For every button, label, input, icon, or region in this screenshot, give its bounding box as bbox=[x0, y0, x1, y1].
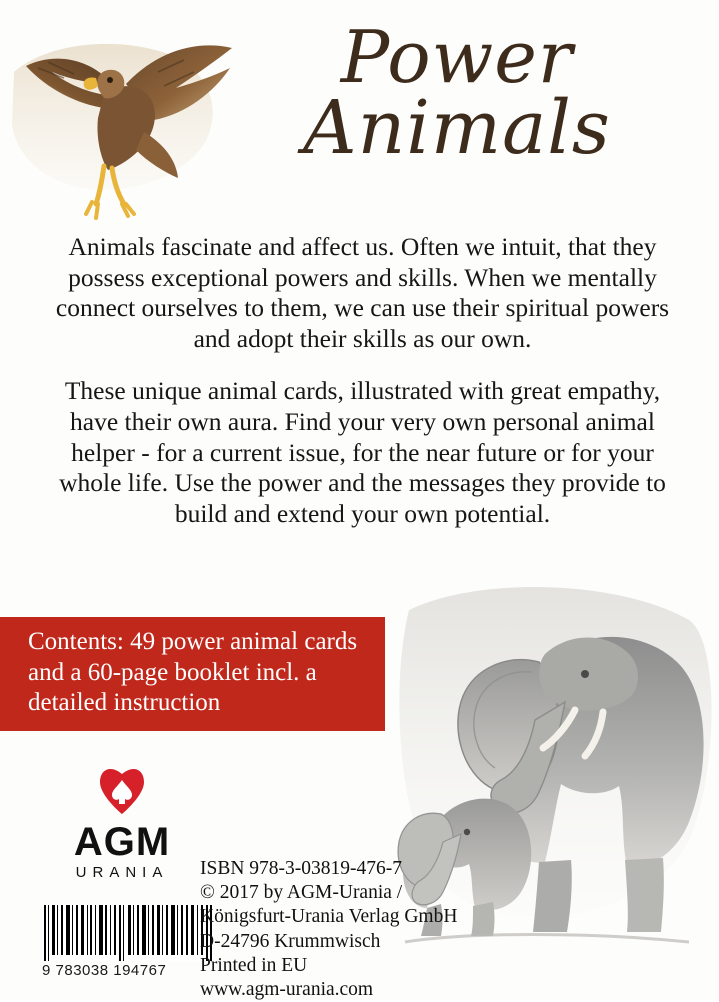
barcode-number: 9 783038 194767 bbox=[42, 962, 167, 979]
description-text bbox=[40, 232, 685, 529]
contents-banner: Contents: 49 power animal cards and a 60-page booklet incl. a detailed instruction bbox=[0, 617, 385, 731]
printed-text: Printed in EU bbox=[200, 954, 308, 976]
website-text: www.agm-urania.com bbox=[200, 978, 374, 1000]
copyright-text: © 2017 by AGM-Urania / bbox=[200, 882, 403, 904]
paragraph-1: Animals fascinate and affect us. Often we intuit, that they possess exceptional powers and skills. When we mentally connect ourselves to them, we can use their spiritual powers and adopt their skills as our own. bbox=[55, 232, 670, 353]
barcode bbox=[42, 905, 214, 979]
imprint-block bbox=[200, 857, 457, 1002]
title-area bbox=[0, 15, 719, 233]
isbn-text: ISBN 978-3-03819-476-7 bbox=[200, 858, 403, 879]
publisher-text: Königsfurt-Urania Verlag GmbH bbox=[200, 906, 458, 928]
heart-spade-logo-icon bbox=[98, 762, 146, 816]
page-title bbox=[217, 15, 697, 172]
logo-agm-text: AGM bbox=[73, 820, 171, 864]
title-line-power: Power bbox=[340, 15, 574, 99]
publisher-logo bbox=[62, 762, 182, 881]
eagle-illustration bbox=[8, 32, 238, 232]
title-line-animals: Animals bbox=[303, 85, 611, 172]
address-text: D-24796 Krummwisch bbox=[200, 930, 381, 952]
barcode-icon bbox=[42, 905, 214, 961]
paragraph-2: These unique animal cards, illustrated with great empathy, have their own aura. Find your very own personal animal helper - for a current issue, for the near future or for your whole life. Use the power and the messages they provide to build and extend your own potential. bbox=[59, 376, 666, 528]
logo-urania-text: URANIA bbox=[75, 864, 169, 881]
